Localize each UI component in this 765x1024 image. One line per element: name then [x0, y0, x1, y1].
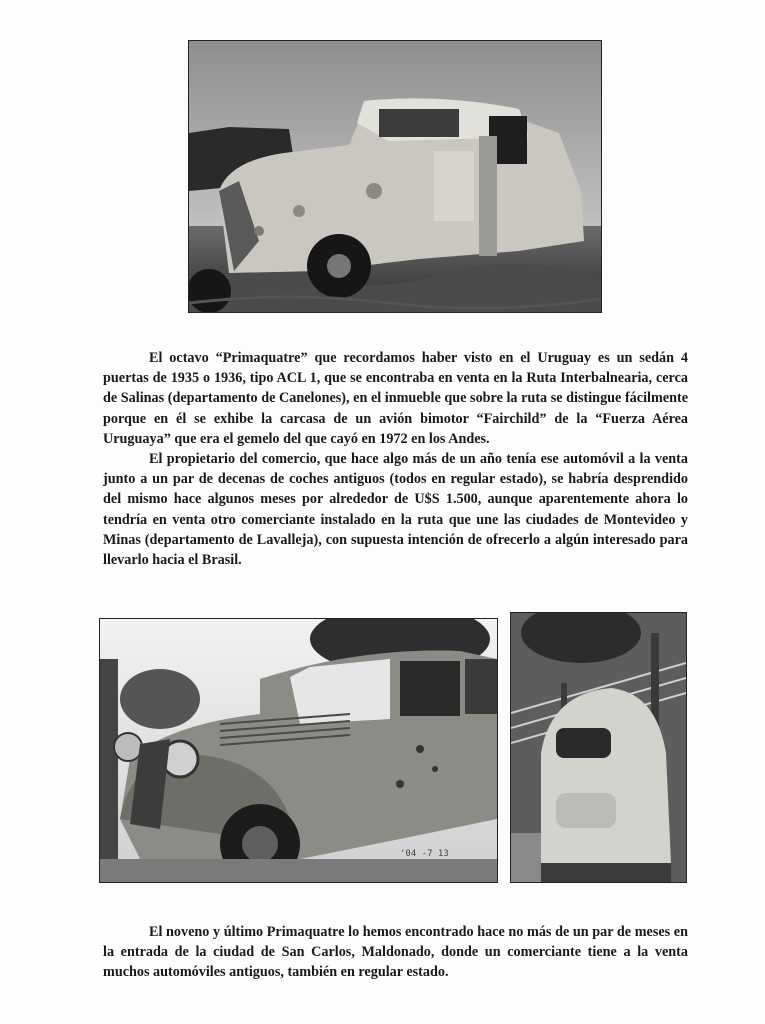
- photo-sedan-rear-view: [510, 612, 687, 883]
- paragraph-noveno-primaquatre: El noveno y último Primaquatre lo hemos encontrado hace no más de un par de meses en la entrada de la ciudad de San Carlos, Maldonado, donde un comerciante tiene a la venta muchos automóviles antiguos, también en regular estado.: [103, 924, 688, 981]
- photo-abandoned-sedan-field: [188, 40, 602, 313]
- photo-sedan-front-view: [99, 618, 498, 883]
- article-text-bottom: [103, 922, 688, 983]
- photo-date-stamp: '04 -7 13: [400, 849, 449, 859]
- paragraph-octavo-primaquatre: El octavo “Primaquatre” que recordamos haber visto en el Uruguay es un sedán 4 puertas de 1935 o 1936, tipo ACL 1, que se encontraba en venta en la Ruta Interbalnearia, cerca de Salinas (departamento de Canelones), en el inmueble que sobre la ruta se distingue fácilmente porque en él se exhibe la carcasa de un avión bimotor “Fairchild” de la “Fuerza Aérea Uruguaya” que era el gemelo del que cayó en 1972 en los Andes.: [103, 350, 688, 447]
- article-text-top: [103, 348, 688, 570]
- paragraph-propietario-comercio: El propietario del comercio, que hace algo más de un año tenía ese automóvil a la venta junto a un par de decenas de coches antiguos (todos en regular estado), se habría desprendido del mismo hace algunos meses por alrededor de U$S 1.500, aunque aparentemente ahora lo tendría en venta otro comerciante instalado en la ruta que une las ciudades de Montevideo y Minas (departamento de Lavalleja), con supuesta intención de ofrecerlo a algún interesado para llevarlo hacia el Brasil.: [103, 451, 688, 569]
